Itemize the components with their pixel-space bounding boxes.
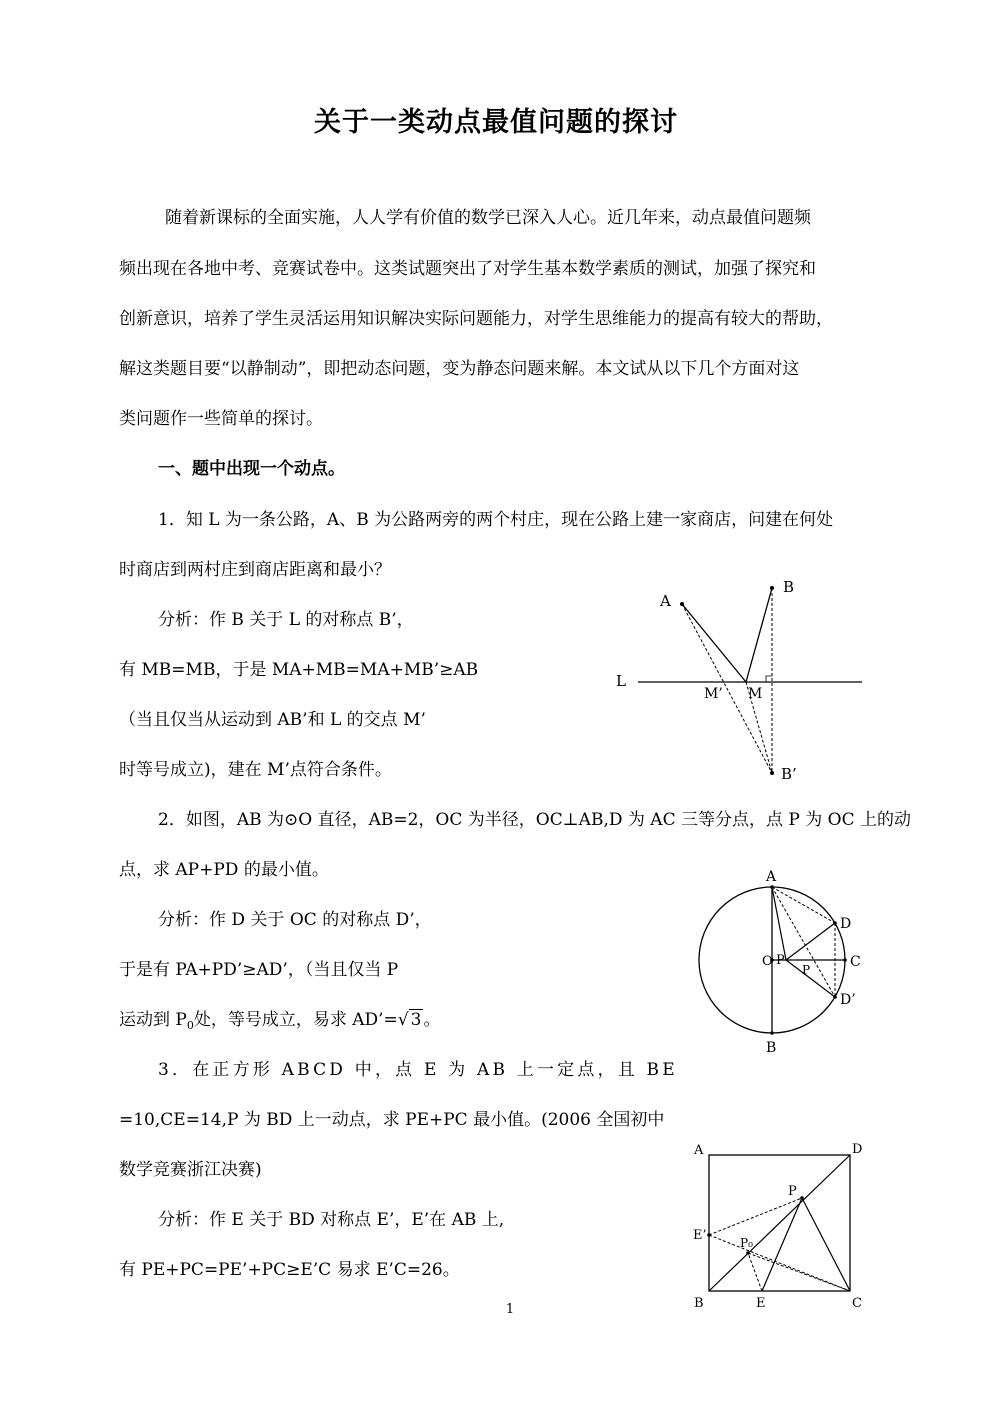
point-p0 [746, 1251, 750, 1255]
p2-line-2: 点，求 AP+PD 的最小值。 [119, 860, 329, 880]
label-a: A [660, 592, 671, 610]
p1-line-1: 1．知 L 为一条公路，A、B 为公路两旁的两个村庄，现在公路上建一家商店，问建在何处 [158, 510, 834, 530]
point-a [680, 602, 684, 606]
segment-ad1 [772, 887, 835, 997]
figure-3-square [680, 1135, 870, 1315]
point-d [833, 921, 837, 925]
diagonal-bd [709, 1155, 850, 1291]
point-b [770, 1031, 774, 1035]
p3-line-2: =10,CE=14,P 为 BD 上一动点，求 PE+PC 最小值。(2006 全国初中 [119, 1110, 665, 1130]
segment-ad [772, 887, 835, 923]
p1-line-4: 有 MB=MB，于是 MA+MB=MA+MB’≥AB [119, 660, 479, 680]
p3-line-1: 3．在正方形 ABCD 中，点 E 为 AB 上一定点，且 BE [158, 1060, 678, 1080]
point-p [800, 1196, 804, 1200]
label-d: D [852, 1142, 863, 1157]
p3-line-5: 有 PE+PC=PE’+PC≥E’C 易求 E’C=26。 [119, 1260, 460, 1280]
section-heading-1: 一、题中出现一个动点。 [158, 459, 345, 479]
p3-line-4: 分析：作 E 关于 BD 对称点 E’，E’在 AB 上, [158, 1210, 505, 1230]
segment-pc [802, 1198, 850, 1291]
right-angle-mark [766, 676, 772, 682]
label-c: C [850, 954, 861, 970]
intro-line-3: 创新意识，培养了学生灵活运用知识解决实际问题能力，对学生思维能力的提高有较大的帮助， [119, 309, 833, 329]
label-o: O [762, 954, 773, 969]
p1-line-5: （当且仅当从运动到 AB’和 L 的交点 M’ [119, 710, 426, 730]
point-e1 [707, 1233, 711, 1237]
segment-ep [762, 1198, 802, 1291]
p1-line-2: 时商店到两村庄到商店距离和最小？ [119, 560, 391, 580]
point-b [770, 586, 774, 590]
label-b: B [694, 1296, 704, 1311]
intro-line-5: 类问题作一些简单的探讨。 [119, 409, 323, 429]
segment-am [682, 604, 746, 682]
p2-line-4: 于是有 PA+PD’≥AD’，（当且仅当 P [119, 960, 399, 980]
p3-line-3: 数学竞赛浙江决赛) [119, 1160, 262, 1180]
label-d1: D’ [840, 992, 856, 1008]
segment-p0c [748, 1253, 850, 1291]
label-p0: P [802, 963, 811, 977]
p2-line-5-end: 。 [423, 1010, 441, 1030]
label-b: B [766, 1040, 777, 1056]
label-p: P [788, 1184, 797, 1199]
label-p0: P₀ [740, 1236, 753, 1250]
p2-line-5-subscript: 0 [186, 1019, 194, 1032]
document-title: 关于一类动点最值问题的探讨 [314, 107, 678, 138]
segment-ap [772, 887, 786, 960]
label-p: P [776, 953, 785, 968]
segment-ep0 [748, 1253, 762, 1291]
segment-pd1 [786, 960, 835, 997]
label-m: M [748, 686, 763, 702]
label-e1: E’ [693, 1228, 707, 1243]
point-b1 [770, 771, 774, 775]
intro-line-4: 解这类题目要“以静制动”，即把动态问题，变为静态问题来解。本文试从以下几个方面对这 [119, 359, 800, 379]
segment-mb [746, 588, 772, 682]
intro-line-2: 频出现在各地中考、竞赛试卷中。这类试题突出了对学生基本数学素质的测试，加强了探究和 [119, 259, 816, 279]
label-l: L [616, 672, 626, 690]
label-e: E [756, 1296, 766, 1311]
label-m1: M’ [704, 686, 723, 702]
figure-1-road [600, 570, 870, 790]
intro-line-1: 随着新课标的全面实施，人人学有价值的数学已深入人心。近几年来，动点最值问题频 [165, 208, 811, 228]
p2-line-1: 2．如图，AB 为⊙O 直径，AB=2，OC 为半径，OC⊥AB,D 为 AC 三等分点，点 P 为 OC 上的动 [158, 810, 911, 830]
sqrt-symbol: √ 3 [397, 1010, 422, 1030]
sqrt-radicand: 3 [410, 1010, 422, 1030]
label-a: A [766, 869, 777, 885]
point-c [843, 958, 847, 962]
point-a [770, 885, 774, 889]
p1-line-3: 分析：作 B 关于 L 的对称点 B’， [158, 610, 414, 630]
label-b: B [783, 578, 795, 596]
p2-line-5-start: 运动到 P [119, 1010, 187, 1030]
p1-line-6: 时等号成立)，建在 M’点符合条件。 [119, 760, 392, 780]
p2-line-5-middle: 处，等号成立，易求 AD’= [193, 1010, 398, 1030]
point-d1 [833, 995, 837, 999]
page-number: 1 [505, 1302, 515, 1317]
p2-line-5 [119, 1008, 440, 1038]
label-c: C [852, 1296, 862, 1311]
figure-2-circle [690, 862, 870, 1062]
p2-line-3: 分析：作 D 关于 OC 的对称点 D’， [158, 910, 432, 930]
label-a: A [694, 1143, 704, 1158]
label-d: D [840, 916, 852, 932]
label-b1: B’ [781, 765, 797, 783]
